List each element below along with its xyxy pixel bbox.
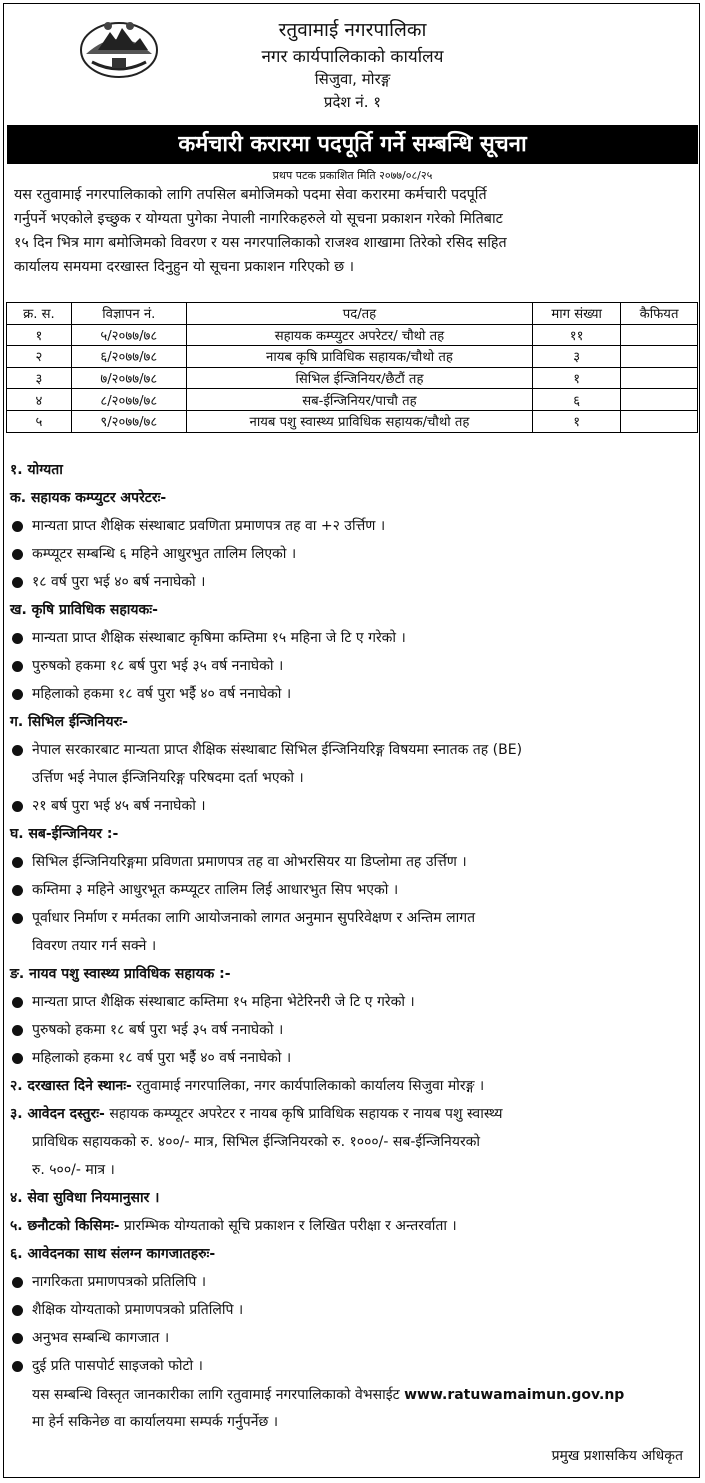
- subsection-heading: क. सहायक कम्प्युटर अपरेटरः-: [10, 490, 167, 506]
- col-header-count: माग संख्या: [533, 303, 621, 325]
- list-item: दुई प्रति पासपोर्ट साइजको फोटो ।: [10, 1352, 695, 1380]
- cell-remarks: [621, 389, 698, 411]
- bullet-icon: [12, 1305, 23, 1316]
- cell-adno: ५/२०७७/७८: [71, 324, 186, 346]
- list-item-continuation: उर्त्तिण भई नेपाल ईन्जिनियरिङ्ग परिषदमा दर्ता भएको ।: [32, 770, 304, 786]
- office-location: सिजुवा, मोरङ्ग: [314, 70, 391, 88]
- bullet-icon: [12, 885, 23, 896]
- cell-post: सिभिल ईन्जिनियर/छैटौं तह: [186, 367, 533, 389]
- list-item: शैक्षिक योग्यताको प्रमाणपत्रको प्रतिलिपि ।: [10, 1296, 695, 1324]
- list-item: कम्प्यूटर सम्बन्धि ६ महिने आधुरभुत तालिम लिएको ।: [10, 540, 695, 568]
- cell-remarks: [621, 346, 698, 368]
- list-item: पुरुषको हकमा १८ बर्ष पुरा भई ३५ वर्ष ननाघेको ।: [10, 1016, 695, 1044]
- cell-post: नायब पशु स्वास्थ्य प्राविधिक सहायक/चौथो तह: [186, 410, 533, 432]
- cell-adno: ७/२०७७/७८: [71, 367, 186, 389]
- section-heading: १. योग्यता: [10, 462, 63, 478]
- footer-note: यस सम्बन्धि विस्तृत जानकारीका लागि रतुवामाई नगरपालिकाको वेभसाईट www.ratuwamaimun.gov.np मा हेर्न सकिनेछ वा कार्यालयमा सम्पर्क गर्नुपर्नेछ ।: [32, 1387, 625, 1430]
- list-item: १८ वर्ष पुरा भई ४० बर्ष ननाघेको ।: [10, 568, 695, 596]
- municipality-name: रतुवामाई नगरपालिका: [278, 19, 427, 41]
- vacancy-table: [6, 302, 698, 433]
- intro-paragraph: [14, 183, 694, 279]
- col-header-sn: क्र. स.: [7, 303, 72, 325]
- cell-remarks: [621, 324, 698, 346]
- list-item: कम्तिमा ३ महिने आधुरभूत कम्प्यूटर तालिम लिई आधारभुत सिप भएको ।: [10, 876, 695, 904]
- bullet-icon: [12, 1053, 23, 1064]
- application-place: २. दरखास्त दिने स्थानः- रतुवामाई नगरपालिका, नगर कार्यपालिकाको कार्यालय सिजुवा मोरङ्ग ।: [10, 1078, 485, 1094]
- office-name: नगर कार्यपालिकाको कार्यालय: [261, 47, 444, 67]
- bullet-icon: [12, 1277, 23, 1288]
- bullet-icon: [12, 689, 23, 700]
- bullet-icon: [12, 633, 23, 644]
- website-link[interactable]: www.ratuwamaimun.gov.np: [404, 1387, 625, 1403]
- province-label: प्रदेश नं. १: [323, 93, 382, 111]
- list-item: अनुभव सम्बन्धि कागजात ।: [10, 1324, 695, 1352]
- notice-title: कर्मचारी करारमा पदपूर्ति गर्ने सम्बन्धि सूचना: [7, 125, 698, 164]
- subsection-heading: ग. सिभिल ईन्जिनियरः-: [10, 714, 128, 730]
- bullet-icon: [12, 1333, 23, 1344]
- list-item: महिलाको हकमा १८ वर्ष पुरा भईै ४० वर्ष ननाघेको ।: [10, 1044, 695, 1072]
- list-item: मान्यता प्राप्त शैक्षिक संस्थाबाट प्रवणिता प्रमाणपत्र तह वा +२ उर्त्तिण ।: [10, 512, 695, 540]
- list-item: २१ बर्ष पुरा भई ४५ बर्ष ननाघेको ।: [10, 792, 695, 820]
- table-row: [7, 410, 698, 432]
- bullet-icon: [12, 801, 23, 812]
- bullet-icon: [12, 857, 23, 868]
- bullet-icon: [12, 1361, 23, 1372]
- cell-remarks: [621, 367, 698, 389]
- bullet-icon: [12, 521, 23, 532]
- table-header-row: [7, 303, 698, 325]
- application-fee-cont: प्राविधिक सहायकको रु. ४००/- मात्र, सिभिल ईन्जिनियरको रु. १०००/- सब-ईन्जिनियरको: [32, 1134, 481, 1150]
- list-item: सिभिल ईन्जिनियरिङ्गमा प्रविणता प्रमाणपत्र तह वा ओभरसियर या डिप्लोमा तह उर्त्तिण ।: [10, 848, 695, 876]
- bullet-icon: [12, 577, 23, 588]
- bullet-icon: [12, 661, 23, 672]
- subsection-heading: घ. सब-ईन्जिनियर :-: [10, 826, 119, 842]
- cell-post: सहायक कम्प्युटर अपरेटर/ चौथो तह: [186, 324, 533, 346]
- table-row: [7, 324, 698, 346]
- cell-sn: ४: [7, 389, 72, 411]
- selection-method: ५. छनौटको किसिमः- प्रारम्भिक योग्यताको सूचि प्रकाशन र लिखित परीक्षा र अन्तरर्वाता ।: [10, 1218, 457, 1234]
- cell-count: ११: [533, 324, 621, 346]
- col-header-post: पद/तह: [186, 303, 533, 325]
- cell-sn: २: [7, 346, 72, 368]
- list-item: मान्यता प्राप्त शैक्षिक संस्थाबाट कृषिमा कम्तिमा १५ महिना जे टि ए गरेको ।: [10, 624, 695, 652]
- bullet-icon: [12, 1025, 23, 1036]
- cell-sn: ५: [7, 410, 72, 432]
- cell-sn: ३: [7, 367, 72, 389]
- cell-post: नायब कृषि प्राविधिक सहायक/चौथो तह: [186, 346, 533, 368]
- list-item: पूर्वाधार निर्माण र मर्मतका लागि आयोजनाको लागत अनुमान सुपरिवेक्षण र अन्तिम लागत: [10, 904, 695, 932]
- application-fee: ३. आवेदन दस्तुरः- सहायक कम्प्यूटर अपरेटर र नायब कृषि प्राविधिक सहायक र नायब पशु स्वास्थ्य: [10, 1106, 503, 1122]
- list-item: मान्यता प्राप्त शैक्षिक संस्थाबाट कम्तिमा १५ महिना भेटेरिनरी जे टि ए गरेको ।: [10, 988, 695, 1016]
- notice-body: [10, 456, 695, 1380]
- table-row: [7, 367, 698, 389]
- list-item: पुरुषको हकमा १८ बर्ष पुरा भई ३५ वर्ष ननाघेको ।: [10, 652, 695, 680]
- list-item: नेपाल सरकारबाट मान्यता प्राप्त शैक्षिक संस्थाबाट सिभिल ईन्जिनियरिङ्ग विषयमा स्नातक तह (BE): [10, 736, 695, 764]
- section-heading: ६. आवेदनका साथ संलग्न कागजातहरुः-: [10, 1246, 216, 1262]
- cell-post: सब-ईन्जिनियर/पाचौ तह: [186, 389, 533, 411]
- list-item-continuation: विवरण तयार गर्न सक्ने ।: [32, 938, 157, 954]
- bullet-icon: [12, 997, 23, 1008]
- bullet-icon: [12, 549, 23, 560]
- intro-line: गर्नुपर्ने भएकोले इच्छुक र योग्यता पुगेका नेपाली नागरिकहरुले यो सूचना प्रकाशन गरेको मितिबाट: [14, 211, 503, 227]
- subsection-heading: ङ. नायव पशु स्वास्थ्य प्राविधिक सहायक :-: [10, 966, 231, 982]
- cell-adno: ६/२०७७/७८: [71, 346, 186, 368]
- intro-line: १५ दिन भित्र माग बमोजिमको विवरण र यस नगरपालिकाको राजश्व शाखामा तिरेको रसिद सहित: [14, 235, 507, 251]
- cell-adno: ८/२०७७/७८: [71, 389, 186, 411]
- cell-count: १: [533, 367, 621, 389]
- table-row: [7, 346, 698, 368]
- cell-remarks: [621, 410, 698, 432]
- list-item: नागरिकता प्रमाणपत्रको प्रतिलिपि ।: [10, 1268, 695, 1296]
- bullet-icon: [12, 745, 23, 756]
- col-header-remarks: कैफियत: [621, 303, 698, 325]
- signature-title: प्रमुख प्रशासकिय अधिकृत: [551, 1448, 683, 1464]
- cell-sn: १: [7, 324, 72, 346]
- intro-line: कार्यालय समयमा दरखास्त दिनुहुन यो सूचना प्रकाशन गरिएको छ ।: [14, 259, 355, 275]
- bullet-icon: [12, 913, 23, 924]
- cell-count: १: [533, 410, 621, 432]
- list-item: महिलाको हकमा १८ वर्ष पुरा भईै ४० वर्ष ननाघेको ।: [10, 680, 695, 708]
- section-heading: ४. सेवा सुविधा नियमानुसार ।: [10, 1190, 160, 1206]
- cell-count: ६: [533, 389, 621, 411]
- cell-count: ३: [533, 346, 621, 368]
- col-header-adno: विज्ञापन नं.: [71, 303, 186, 325]
- application-fee-cont: रु. ५००/- मात्र ।: [32, 1162, 115, 1178]
- intro-line: यस रतुवामाई नगरपालिकाको लागि तपसिल बमोजिमको पदमा सेवा करारमा कर्मचारी पदपूर्ति: [14, 187, 487, 203]
- subsection-heading: ख. कृषि प्राविधिक सहायकः-: [10, 602, 158, 618]
- table-row: [7, 389, 698, 411]
- publish-date: प्रथप पटक प्रकाशित मिति २०७७/०८/२५: [272, 169, 433, 182]
- cell-adno: ९/२०७७/७८: [71, 410, 186, 432]
